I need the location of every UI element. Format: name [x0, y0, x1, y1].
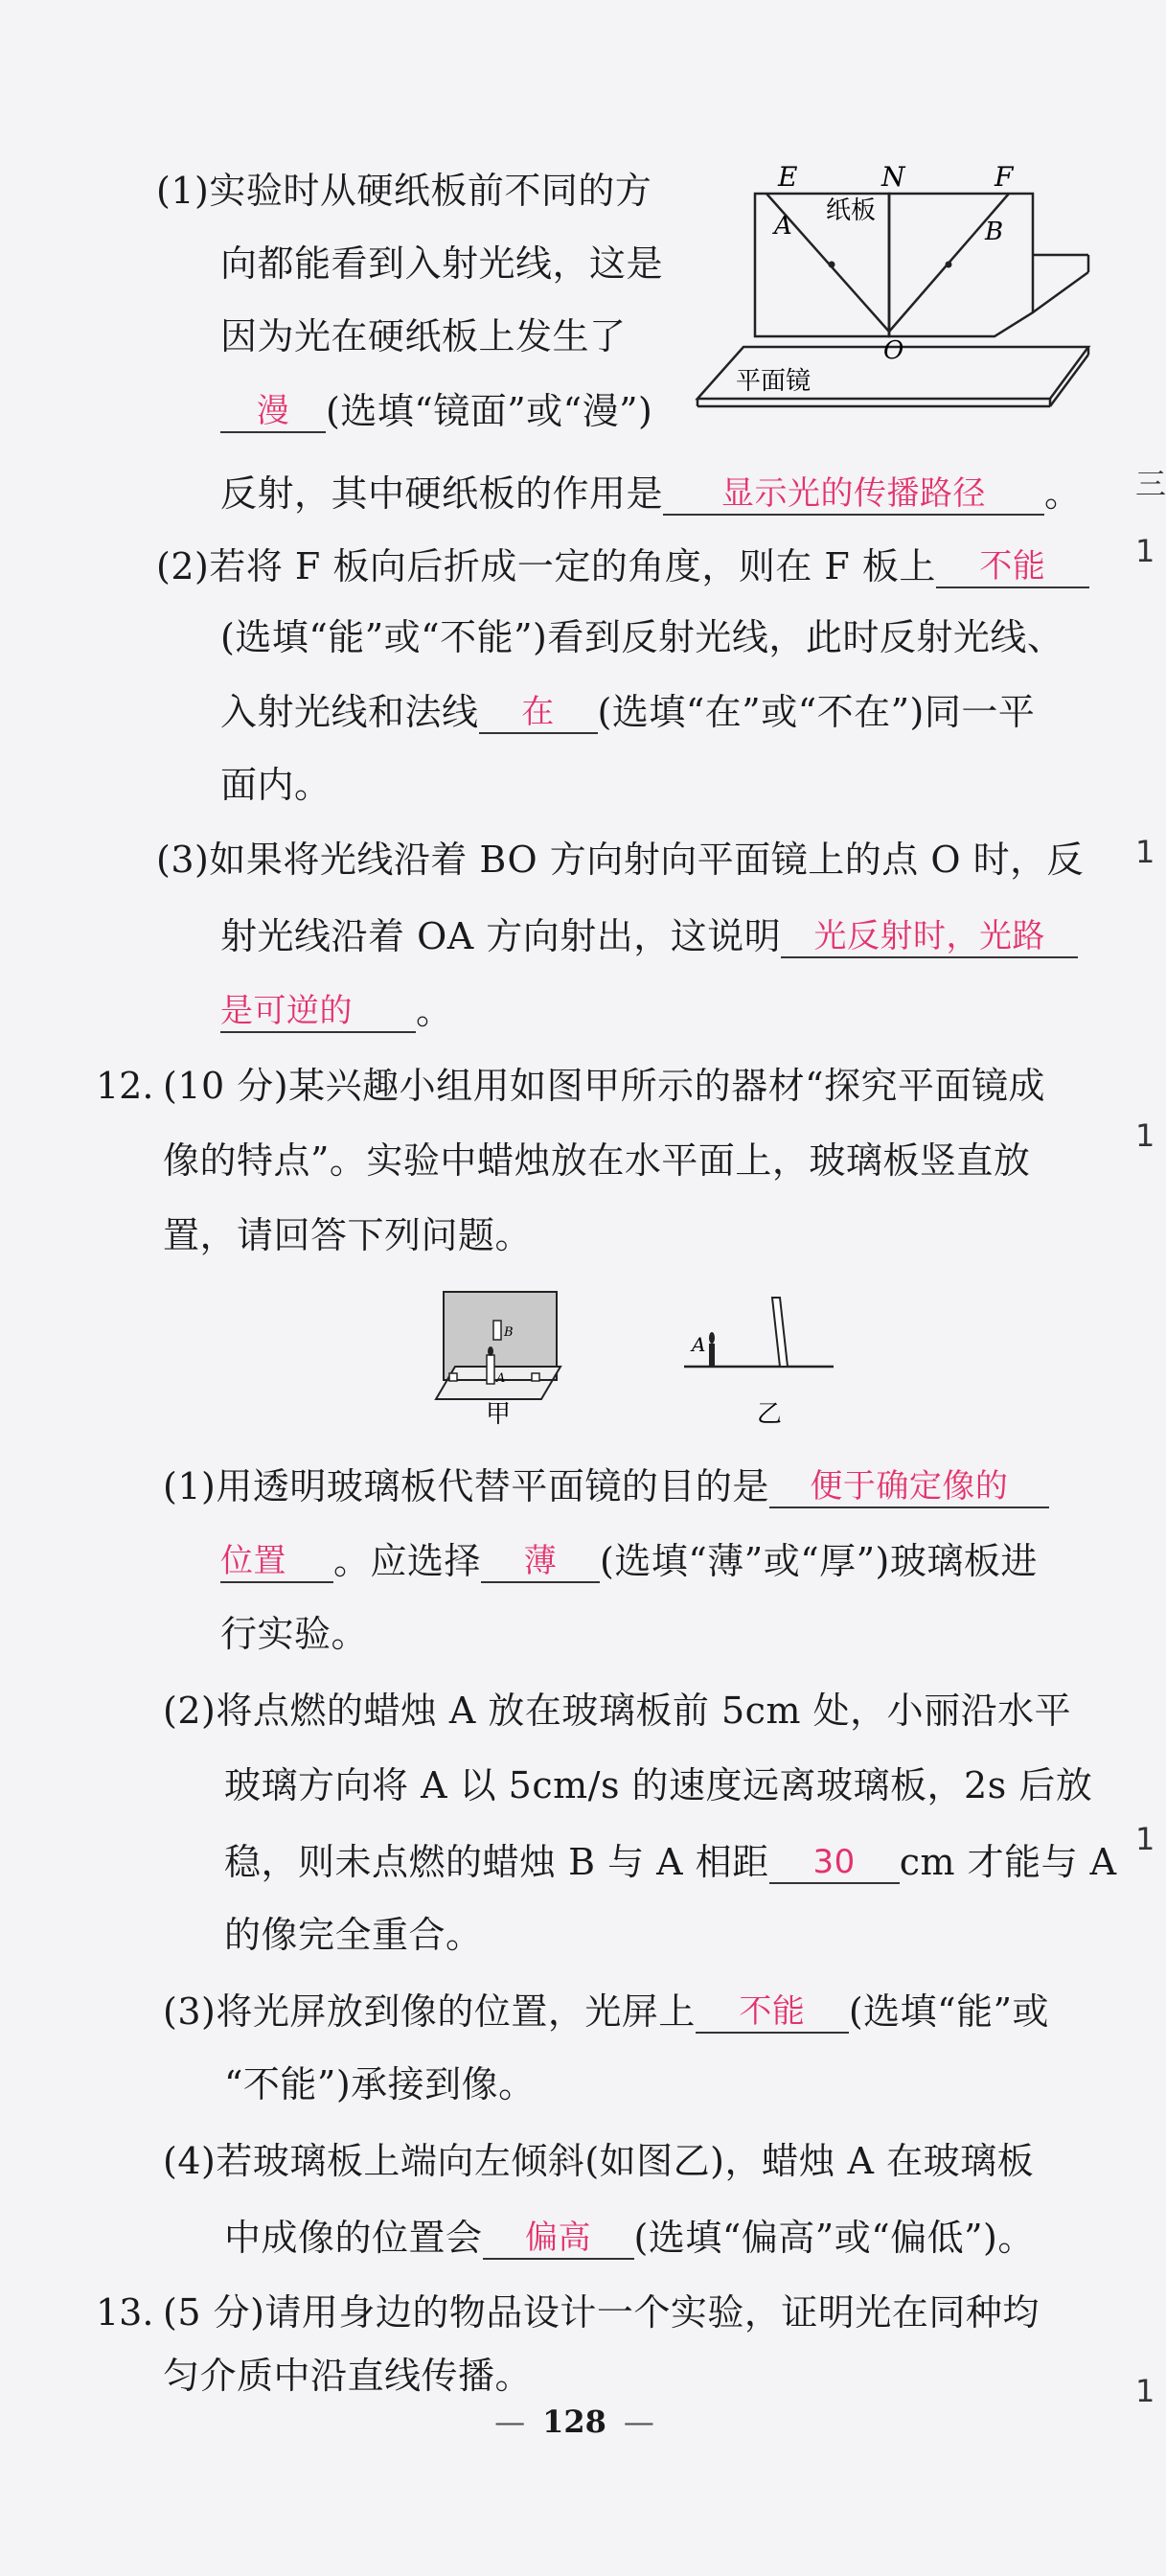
- answer-blank[interactable]: [769, 1838, 900, 1884]
- q12-p3-line1: [163, 1988, 1049, 2034]
- q11-p1-line5-end: 。: [1044, 472, 1082, 515]
- q11-p1-line3: 因为光在硬纸板上发生了: [220, 315, 627, 357]
- q11-p3-line2-text: 射光线沿着 OA 方向射出，这说明: [220, 915, 782, 957]
- q13-line2: 匀介质中沿直线传播。: [163, 2355, 533, 2397]
- reflection-apparatus-figure: [697, 159, 1100, 424]
- answer-blank[interactable]: [781, 912, 1078, 958]
- fig-yi-label-A: A: [692, 1333, 706, 1356]
- q12-p3-line1-end: (选填“能”或: [848, 1990, 1050, 2033]
- edge-mark: 1: [1135, 533, 1155, 569]
- q13-line1: (5 分)请用身边的物品设计一个实验，证明光在同种均: [163, 2291, 1040, 2334]
- q12-line1: (10 分)某兴趣小组用如图甲所示的器材“探究平面镜成: [163, 1065, 1046, 1107]
- figure-yi: [680, 1292, 834, 1429]
- q12-p1-line3: 行实验。: [220, 1613, 369, 1655]
- footer-dash-left: —: [494, 2404, 526, 2440]
- edge-mark: 1: [1135, 1117, 1155, 1154]
- q12-line3: 置，请回答下列问题。: [163, 1214, 533, 1256]
- q11-p3-line3: [220, 987, 453, 1033]
- q12-line2: 像的特点”。实验中蜡烛放在水平面上，玻璃板竖直放: [163, 1139, 1031, 1182]
- label-mirror: 平面镜: [736, 367, 812, 396]
- q11-p1-line4-text: (选填“镜面”或“漫”): [326, 390, 653, 432]
- edge-mark: 1: [1135, 834, 1155, 870]
- answer-text: 位置: [220, 1542, 286, 1580]
- q12-p2-line1: (2)将点燃的蜡烛 A 放在玻璃板前 5cm 处，小丽沿水平: [163, 1690, 1072, 1732]
- answer-blank[interactable]: [220, 987, 416, 1033]
- edge-mark: 1: [1135, 1821, 1155, 1857]
- q11-p1-line1: (1)实验时从硬纸板前不同的方: [156, 170, 652, 212]
- label-E: E: [778, 161, 798, 193]
- q12-p1-line1-text: (1)用透明玻璃板代替平面镜的目的是: [163, 1465, 769, 1507]
- q11-p3-line1: (3)如果将光线沿着 BO 方向射向平面镜上的点 O 时，反: [156, 839, 1085, 881]
- page-number: 128: [542, 2404, 606, 2440]
- answer-text: 便于确定像的: [810, 1467, 1009, 1506]
- q12-p4-line2-end: (选填“偏高”或“偏低”)。: [633, 2217, 1035, 2259]
- answer-text: 在: [521, 693, 555, 731]
- q12-number: 12.: [96, 1065, 154, 1107]
- answer-blank[interactable]: [769, 1462, 1049, 1508]
- answer-blank[interactable]: [663, 470, 1044, 516]
- q12-p1-line2-text: 。应选择: [333, 1540, 482, 1582]
- q12-p4-line2: [224, 2214, 1035, 2260]
- answer-blank[interactable]: [483, 2214, 634, 2260]
- fig-jia-caption: 甲: [486, 1400, 512, 1429]
- label-N: N: [881, 161, 905, 193]
- q12-p2-line2: 玻璃方向将 A 以 5cm/s 的速度远离玻璃板，2s 后放: [224, 1764, 1093, 1806]
- q12-p3-line2: “不能”)承接到像。: [224, 2063, 536, 2105]
- edge-mark: 三: [1135, 466, 1166, 502]
- label-O: O: [883, 336, 904, 365]
- label-board: 纸板: [826, 196, 877, 225]
- answer-text: 不能: [739, 1992, 806, 2031]
- q11-p3-line2: [220, 912, 1078, 958]
- q13-number: 13.: [96, 2291, 154, 2334]
- q12-p3-line1-text: (3)将光屏放到像的位置，光屏上: [163, 1990, 696, 2033]
- q11-p1-line5-text: 反射，其中硬纸板的作用是: [220, 472, 664, 515]
- q11-p1-line4: [220, 387, 652, 433]
- q12-p1-line2: [220, 1537, 1038, 1583]
- q11-p2-line2: (选填“能”或“不能”)看到反射光线，此时反射光线、: [220, 616, 1064, 658]
- answer-blank[interactable]: [696, 1988, 849, 2034]
- fig-yi-caption: 乙: [757, 1400, 783, 1429]
- answer-text: 漫: [256, 392, 290, 430]
- q11-p2-line3-text: 入射光线和法线: [220, 691, 479, 733]
- q12-p2-line3-text: 稳，则未点燃的蜡烛 B 与 A 相距: [224, 1841, 769, 1883]
- label-A: A: [774, 212, 792, 241]
- answer-text: 偏高: [525, 2219, 592, 2257]
- q12-p2-line4: 的像完全重合。: [224, 1914, 483, 1956]
- answer-text: 薄: [523, 1542, 558, 1580]
- figure-jia: [436, 1292, 570, 1429]
- answer-blank[interactable]: [220, 387, 326, 433]
- q12-p2-line3: [224, 1838, 1117, 1884]
- q12-p1-line2-end: (选填“薄”或“厚”)玻璃板进: [600, 1540, 1038, 1582]
- q11-p1-line5: [220, 470, 1082, 516]
- fig-jia-label-B: B: [504, 1325, 514, 1340]
- answer-text: 光反射时，光路: [813, 917, 1046, 955]
- q12-p2-line3-end: cm 才能与 A: [899, 1841, 1117, 1883]
- edge-mark: 1: [1135, 2373, 1155, 2409]
- answer-text: 不能: [979, 547, 1046, 586]
- answer-text: 显示光的传播路径: [721, 474, 987, 513]
- q11-p2-line1-text: (2)若将 F 板向后折成一定的角度，则在 F 板上: [156, 545, 936, 587]
- answer-blank[interactable]: [220, 1537, 333, 1583]
- q11-p3-line3-end: 。: [416, 990, 453, 1032]
- footer-dash-right: —: [623, 2404, 654, 2440]
- answer-text: 30: [812, 1843, 856, 1881]
- label-B: B: [985, 218, 1004, 246]
- q11-p1-line2: 向都能看到入射光线，这是: [220, 242, 664, 285]
- answer-blank[interactable]: [481, 1537, 600, 1583]
- q12-p4-line1: (4)若玻璃板上端向左倾斜(如图乙)，蜡烛 A 在玻璃板: [163, 2140, 1035, 2182]
- q11-p2-line4: 面内。: [220, 764, 332, 806]
- q11-p2-line1: [156, 542, 1089, 588]
- label-F: F: [995, 161, 1014, 193]
- q12-p4-line2-text: 中成像的位置会: [224, 2217, 483, 2259]
- q11-p2-line3-end: (选填“在”或“不在”)同一平: [597, 691, 1036, 733]
- answer-blank[interactable]: [479, 688, 598, 734]
- answer-text: 是可逆的: [220, 992, 353, 1030]
- page-footer: [0, 2404, 1149, 2440]
- fig-jia-label-A: A: [496, 1371, 506, 1386]
- q11-p2-line3: [220, 688, 1035, 734]
- answer-blank[interactable]: [936, 542, 1089, 588]
- q12-p1-line1: [163, 1462, 1049, 1508]
